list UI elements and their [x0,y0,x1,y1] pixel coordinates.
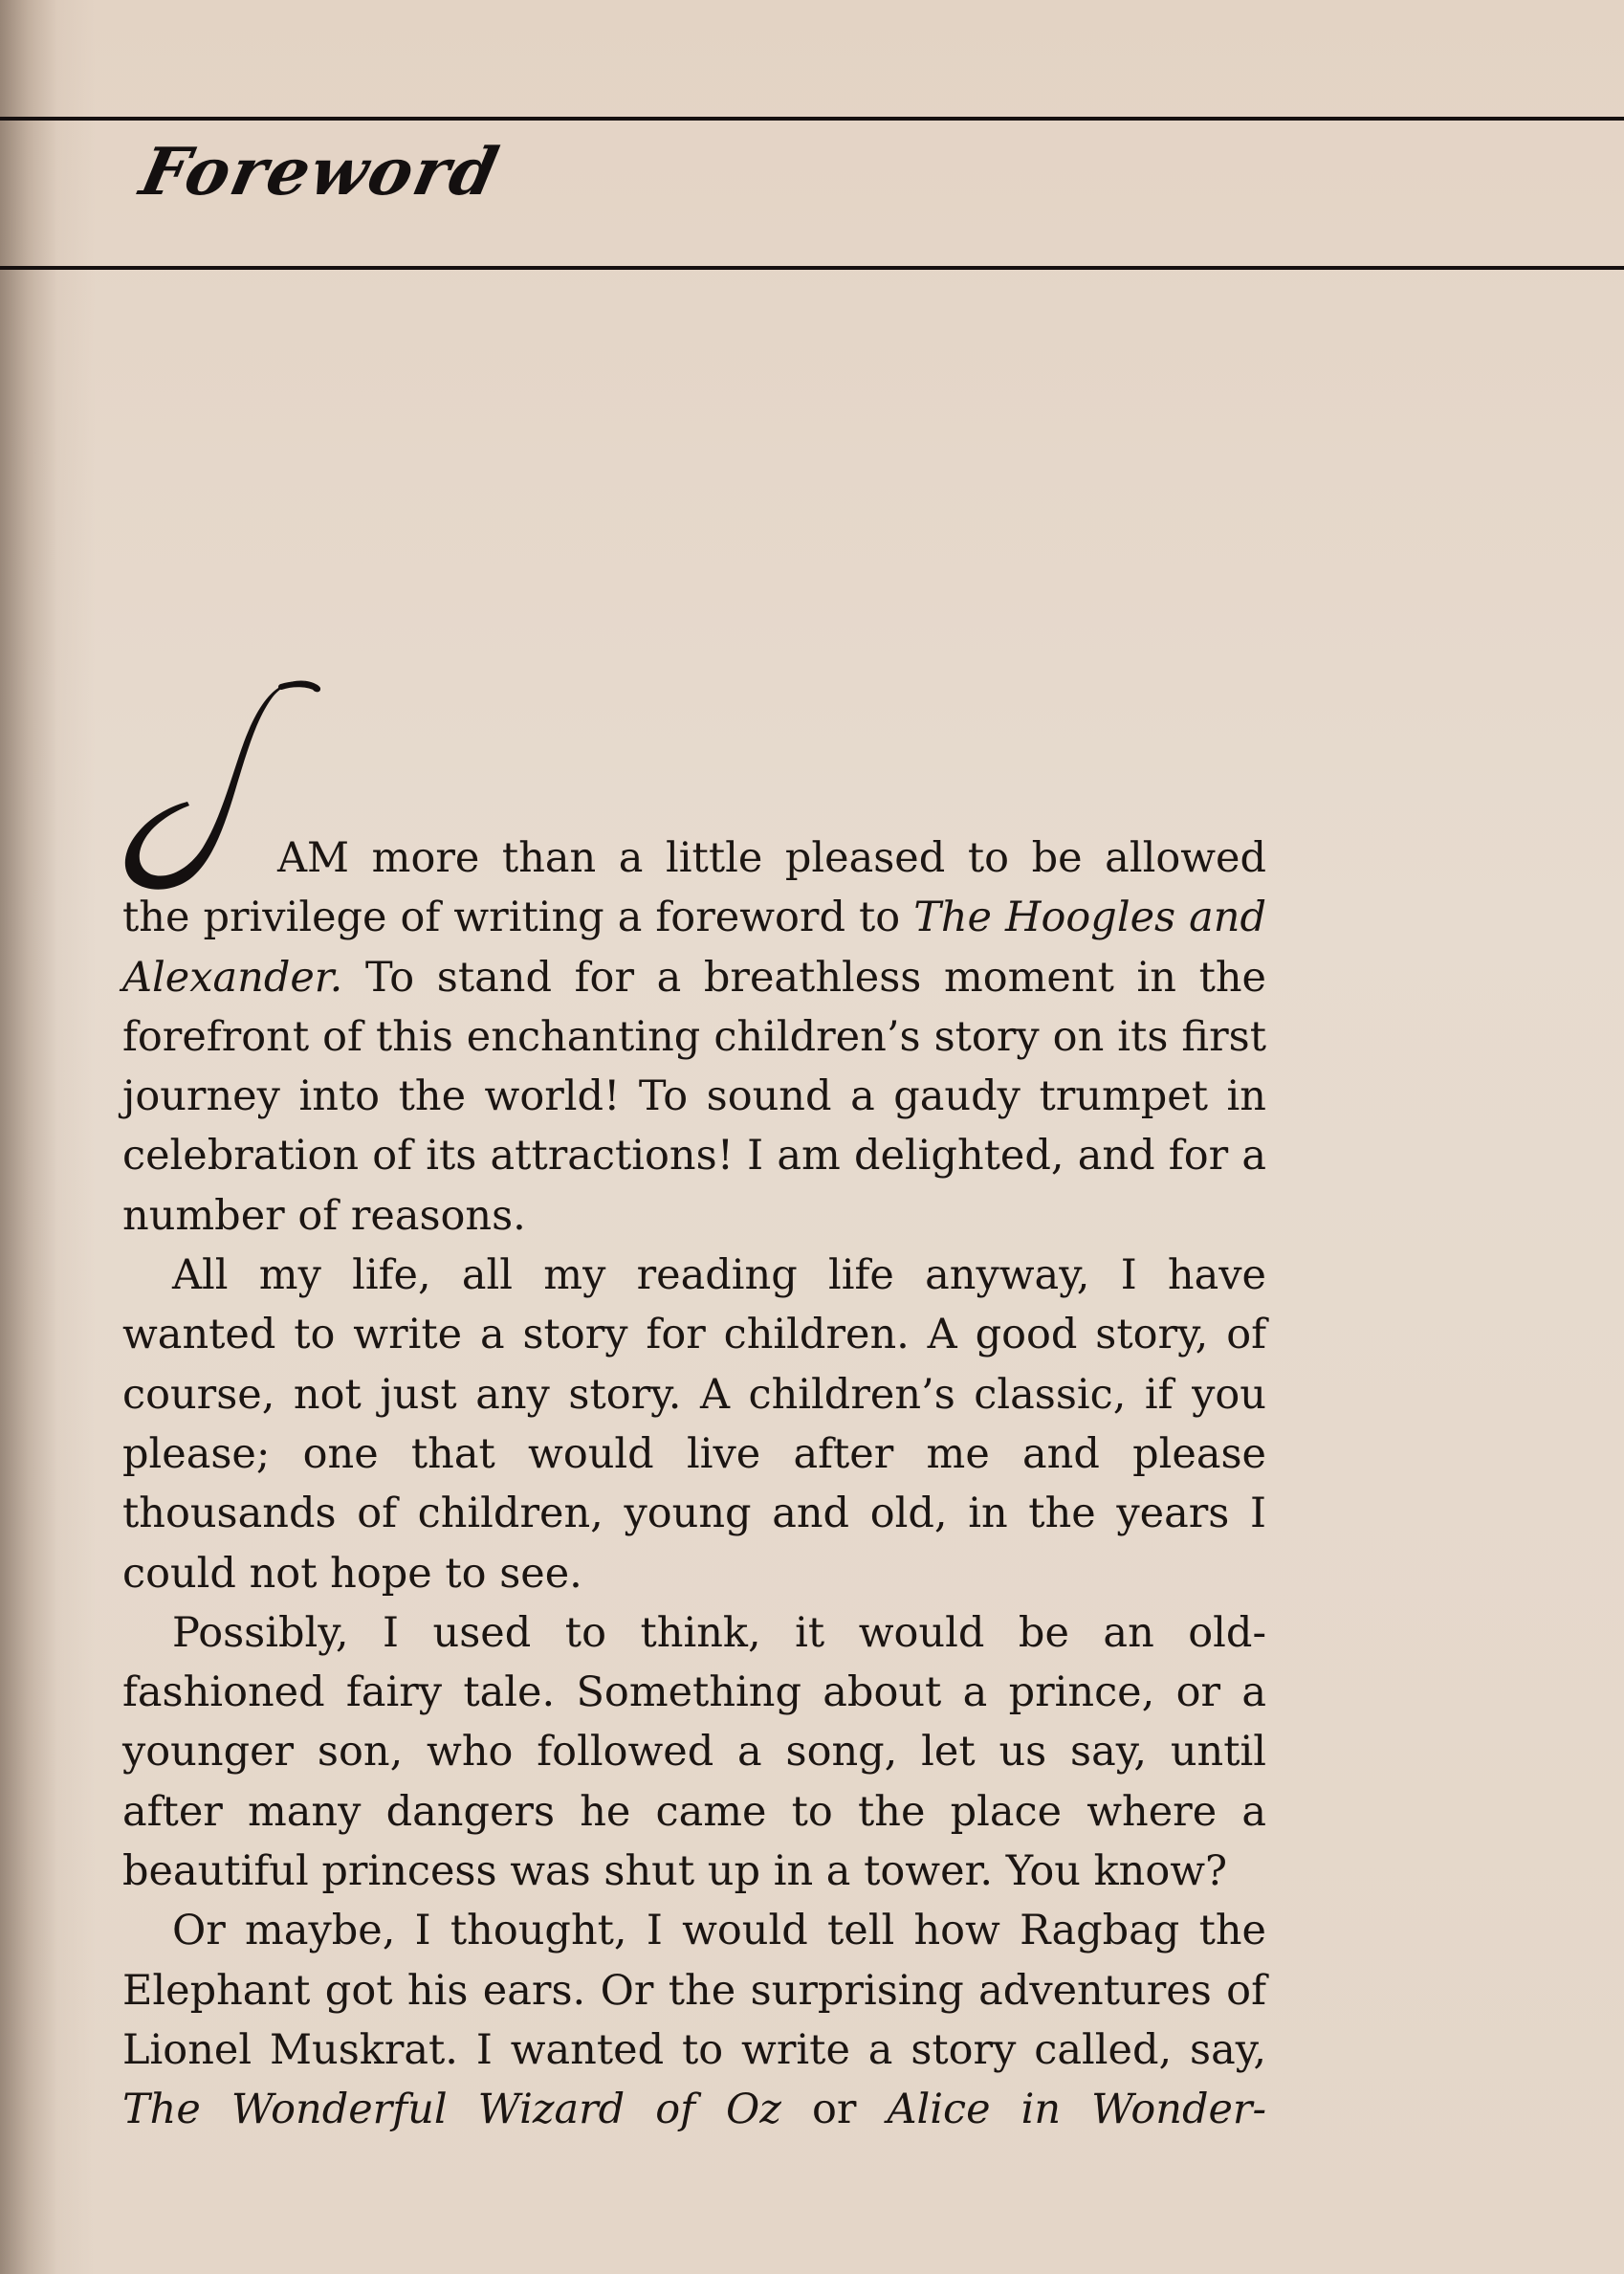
header-rule-top [0,117,1624,121]
paragraph-1 [122,828,1266,1246]
paragraph-4-text-b: or [780,2086,888,2134]
chapter-title: Foreword [134,134,507,210]
paragraph-3: Possibly, I used to think, it would be an old-fashioned fairy tale. Something about a prince, or a younger son, who followed a song, let us say, until after many dangers he came to the place where a beautiful princess was shut up in a tower. You know? [122,1608,1266,1896]
paragraph-2: All my life, all my reading life anyway, I have wanted to write a story for children. A good story, of course, not just any story. A children’s classic, if you please; one that would live after me and please thousands of children, young and old, in the years I could not hope to see. [122,1251,1266,1598]
book-title-oz: The Wonderful Wizard of Oz [122,2086,781,2134]
paragraph-1-text-a: AM more than a little pleased to be allowed the privilege of writing a foreword to [122,834,1266,942]
header-rule-bottom [0,266,1624,270]
foreword-body [122,828,1266,2140]
book-title-hoogles: The Hoogles and Alexander. [122,894,1266,1002]
book-title-alice: Alice in Wonder- [887,2086,1266,2134]
paragraph-1-text-b: To stand for a breathless moment in the forefront of this enchanting children’s story on its first journey into the world! To sound a gaudy trumpet in celebration of its attractions! I am delighted, and for a number of reasons. [122,953,1266,1240]
paragraph-4 [122,1901,1266,2139]
paragraph-4-text-a: Or maybe, I thought, I would tell how Ragbag the Elephant got his ears. Or the surprising adventures of Lionel Muskrat. I wanted to write a story called, say, [122,1907,1266,2074]
